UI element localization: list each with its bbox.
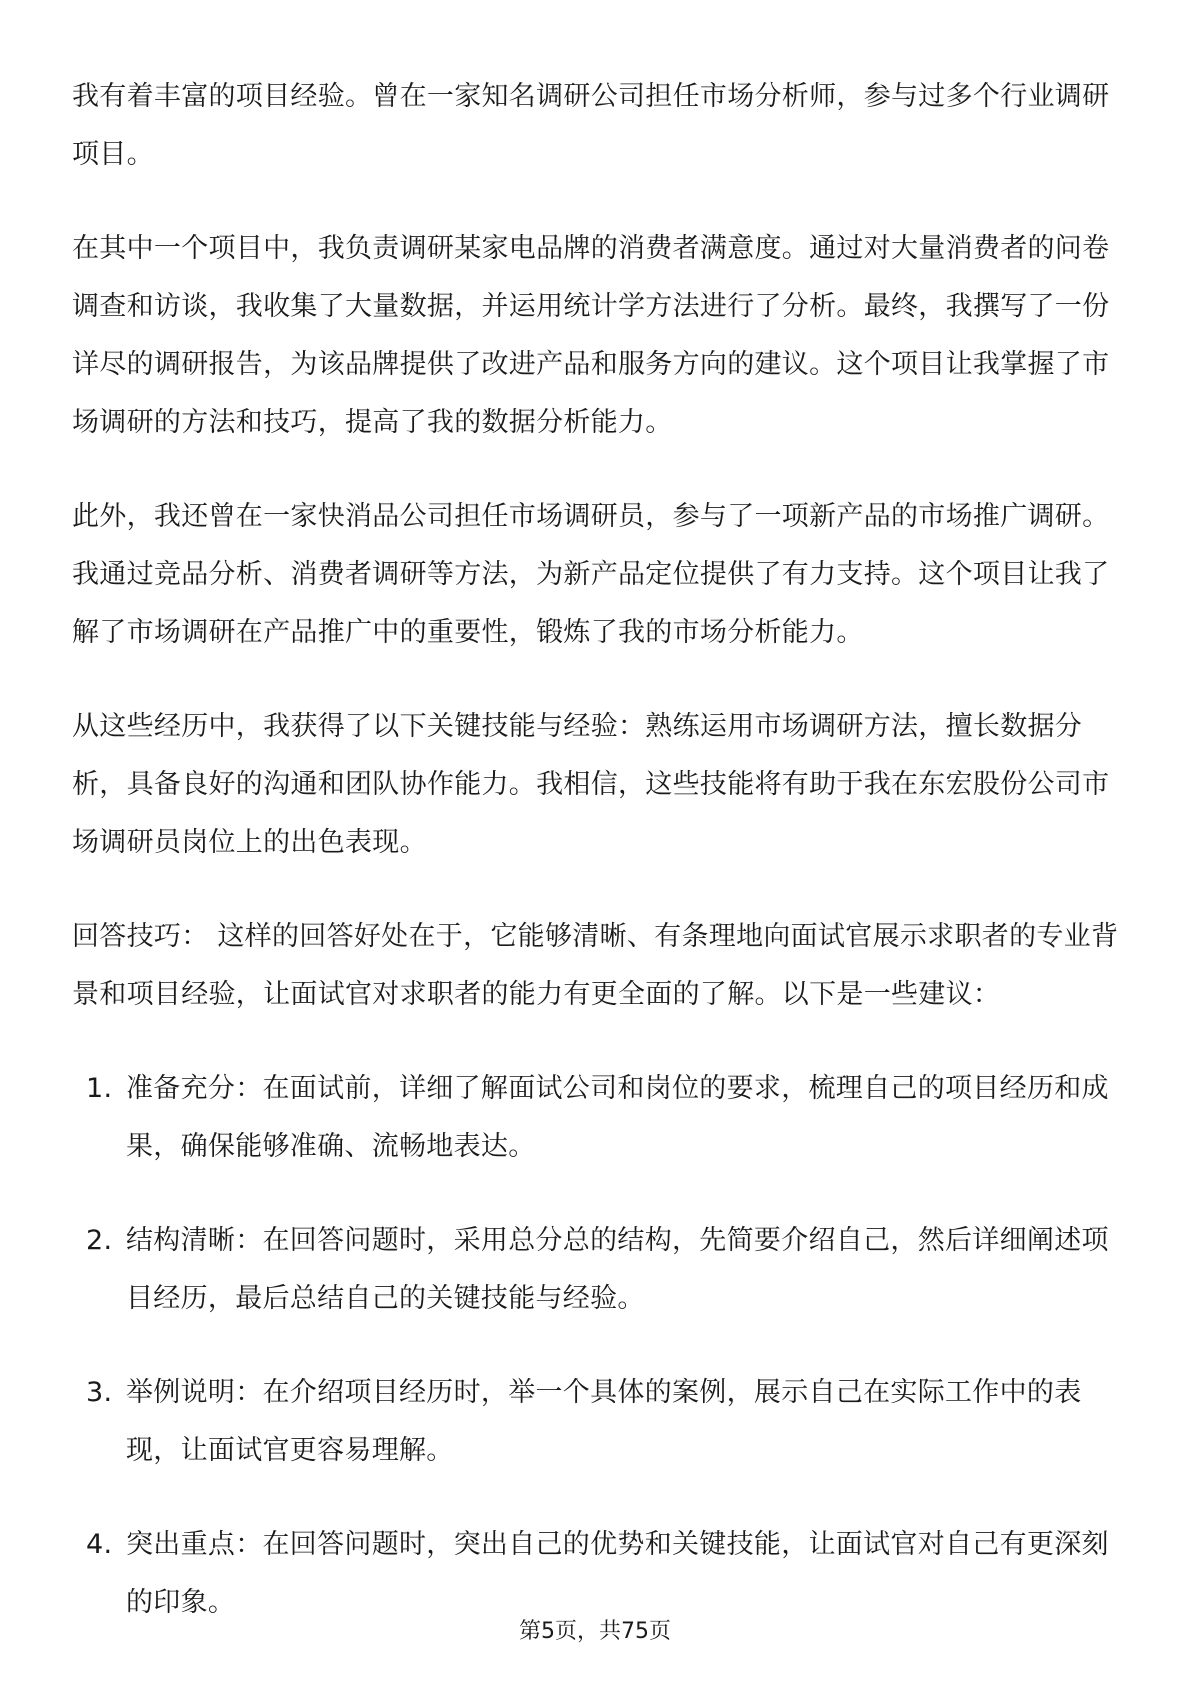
list-item [72,1364,1122,1480]
tips-list [72,1060,1122,1632]
list-item-text: 突出重点：在回答问题时，突出自己的优势和关键技能，让面试官对自己有更深刻的印象。 [126,1529,1109,1618]
paragraph-skills-summary: 从这些经历中，我获得了以下关键技能与经验：熟练运用市场调研方法，擅长数据分析，具备良好的沟通和团队协作能力。我相信，这些技能将有助于我在东宏股份公司市场调研员岗位上的出色表现。 [72,711,1110,858]
paragraph-answer-tips: 回答技巧： 这样的回答好处在于，它能够清晰、有条理地向面试官展示求职者的专业背景和项目经验，让面试官对求职者的能力有更全面的了解。以下是一些建议： [72,921,1119,1010]
list-item-number: 3. [86,1377,113,1408]
page-number: 第5页，共75页 [519,1619,671,1644]
list-item-text: 结构清晰：在回答问题时，采用总分总的结构，先简要介绍自己，然后详细阐述项目经历，最后总结自己的关键技能与经验。 [126,1225,1109,1314]
list-item-number: 1. [86,1073,113,1104]
list-item [72,1060,1122,1176]
list-item-text: 准备充分：在面试前，详细了解面试公司和岗位的要求，梳理自己的项目经历和成果，确保能够准确、流畅地表达。 [126,1073,1109,1162]
list-item-number: 4. [86,1529,113,1560]
paragraph-fmcg-project: 此外，我还曾在一家快消品公司担任市场调研员，参与了一项新产品的市场推广调研。我通过竞品分析、消费者调研等方法，为新产品定位提供了有力支持。这个项目让我了解了市场调研在产品推广中的重要性，锻炼了我的市场分析能力。 [72,501,1110,648]
list-item-text: 举例说明：在介绍项目经历时，举一个具体的案例，展示自己在实际工作中的表现，让面试官更容易理解。 [126,1377,1082,1466]
document-body [72,68,1122,1668]
paragraph-appliance-project: 在其中一个项目中，我负责调研某家电品牌的消费者满意度。通过对大量消费者的问卷调查和访谈，我收集了大量数据，并运用统计学方法进行了分析。最终，我撰写了一份详尽的调研报告，为该品牌提供了改进产品和服务方向的建议。这个项目让我掌握了市场调研的方法和技巧，提高了我的数据分析能力。 [72,233,1110,438]
paragraph-experience-intro: 我有着丰富的项目经验。曾在一家知名调研公司担任市场分析师，参与过多个行业调研项目。 [72,81,1110,170]
list-item-number: 2. [86,1225,113,1256]
list-item [72,1212,1122,1328]
